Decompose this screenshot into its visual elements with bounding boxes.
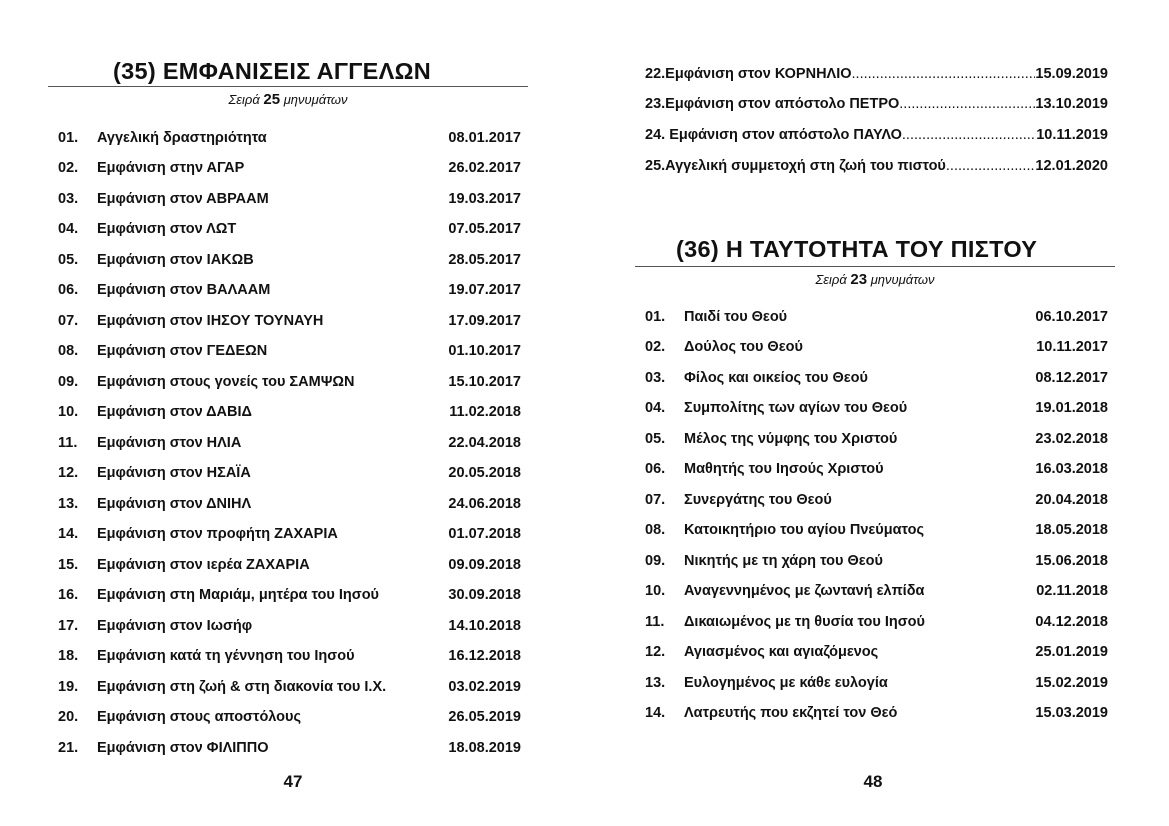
item-date: 28.05.2017	[448, 251, 521, 268]
item-date: 08.01.2017	[448, 129, 521, 146]
entries-list-35-continued	[645, 62, 1108, 186]
item-date: 20.05.2018	[448, 465, 521, 482]
list-item	[58, 126, 521, 150]
list-item	[58, 736, 521, 760]
item-title: Εμφάνιση στον ΔΝΙΗΛ	[97, 495, 252, 512]
item-title: Συμπολίτης των αγίων του Θεού	[684, 400, 908, 417]
item-date: 19.03.2017	[448, 190, 521, 207]
item-title: Αγγελική συμμετοχή στη ζωή του πιστού	[665, 157, 946, 174]
item-date: 15.02.2019	[1035, 674, 1108, 691]
item-date: 08.12.2017	[1035, 369, 1108, 386]
item-title: Εμφάνιση στον ΦΙΛΙΠΠΟ	[97, 739, 269, 756]
item-number: 15.	[58, 556, 79, 573]
item-title: Εμφάνιση στον ΑΒΡΑΑΜ	[97, 190, 269, 207]
item-title: Αγγελική δραστηριότητα	[97, 129, 267, 146]
leader-dots	[852, 67, 1036, 82]
item-title: Εμφάνιση στον απόστολο ΠΕΤΡΟ	[665, 96, 900, 113]
item-title: Εμφάνιση στην ΑΓΑΡ	[97, 160, 245, 177]
item-number: 12.	[645, 644, 666, 661]
list-item	[645, 488, 1108, 512]
item-number: 08.	[58, 343, 79, 360]
list-item	[645, 336, 1108, 360]
list-item	[58, 157, 521, 181]
item-number: 05.	[645, 430, 666, 447]
item-title: Παιδί του Θεού	[684, 308, 788, 325]
list-item	[58, 309, 521, 333]
item-number: 24.	[645, 127, 666, 144]
list-item	[58, 340, 521, 364]
leader-dots	[899, 97, 1035, 112]
item-title: Εμφάνιση στον ΚΟΡΝΗΛΙΟ	[665, 65, 852, 82]
series-number: 23	[850, 271, 868, 288]
item-number: 17.	[58, 617, 79, 634]
item-number: 06.	[58, 282, 79, 299]
item-title: Δούλος του Θεού	[684, 339, 803, 356]
page-48	[585, 0, 1169, 826]
item-number: 10.	[58, 404, 79, 421]
series-count	[635, 271, 1115, 288]
item-date: 15.09.2019	[1035, 65, 1108, 82]
list-item	[645, 305, 1108, 329]
list-item	[645, 580, 1108, 604]
entries-list-36	[645, 305, 1108, 735]
item-title: Νικητής με τη χάρη του Θεού	[684, 552, 883, 569]
item-number: 20.	[58, 709, 79, 726]
item-title: Εμφάνιση στον ΙΗΣΟΥ ΤΟΥΝΑΥΗ	[97, 312, 324, 329]
list-item	[645, 671, 1108, 695]
series-suffix: μηνυμάτων	[870, 272, 935, 287]
entries-list-35	[58, 126, 521, 756]
item-number: 03.	[645, 369, 666, 386]
item-title: Ευλογημένος με κάθε ευλογία	[684, 674, 888, 691]
item-title: Εμφάνιση στη ζωή & στη διακονία του Ι.Χ.	[97, 678, 387, 695]
item-number: 11.	[58, 434, 78, 451]
item-number: 06.	[645, 461, 666, 478]
item-title: Εμφάνιση κατά τη γέννηση του Ιησού	[97, 648, 355, 665]
item-date: 26.05.2019	[448, 709, 521, 726]
item-date: 15.03.2019	[1035, 705, 1108, 722]
item-title: Αγιασμένος και αγιαζόμενος	[684, 644, 879, 661]
list-item	[645, 123, 1108, 147]
list-item	[58, 279, 521, 303]
list-item	[58, 187, 521, 211]
title-underline	[635, 266, 1115, 267]
item-title: Μαθητής του Ιησούς Χριστού	[684, 461, 884, 478]
item-date: 15.10.2017	[448, 373, 521, 390]
item-title: Δικαιωμένος με τη θυσία του Ιησού	[684, 613, 925, 630]
list-item	[58, 523, 521, 547]
item-date: 30.09.2018	[448, 587, 521, 604]
page-number: 47	[283, 772, 303, 791]
item-date: 09.09.2018	[448, 556, 521, 573]
item-date: 18.05.2018	[1035, 522, 1108, 539]
item-number: 14.	[58, 526, 79, 543]
list-item	[645, 549, 1108, 573]
list-item	[645, 397, 1108, 421]
item-number: 03.	[58, 190, 79, 207]
item-number: 18.	[58, 648, 79, 665]
item-date: 03.02.2019	[448, 678, 521, 695]
list-item	[58, 218, 521, 242]
item-number: 11.	[645, 613, 665, 630]
item-date: 16.12.2018	[448, 648, 521, 665]
page-47	[0, 0, 584, 826]
list-item	[58, 614, 521, 638]
item-date: 19.01.2018	[1035, 400, 1108, 417]
list-item	[58, 553, 521, 577]
item-number: 02.	[58, 160, 79, 177]
item-number: 05.	[58, 251, 79, 268]
item-number: 13.	[58, 495, 79, 512]
list-item	[58, 675, 521, 699]
list-item	[58, 431, 521, 455]
item-title: Εμφάνιση στους γονείς του ΣΑΜΨΩΝ	[97, 373, 355, 390]
item-title: Εμφάνιση στον ΗΣΑΪΑ	[97, 465, 251, 482]
title-underline	[48, 86, 528, 87]
leader-dots	[946, 159, 1036, 174]
list-item	[58, 645, 521, 669]
series-count	[48, 91, 528, 108]
item-title: Κατοικητήριο του αγίου Πνεύματος	[684, 522, 924, 539]
series-prefix: Σειρά	[815, 272, 847, 287]
list-item	[645, 154, 1108, 178]
item-date: 14.10.2018	[448, 617, 521, 634]
list-item	[645, 702, 1108, 726]
item-date: 22.04.2018	[448, 434, 521, 451]
item-number: 23.	[645, 96, 666, 113]
item-number: 13.	[645, 674, 666, 691]
list-item	[645, 62, 1108, 86]
list-item	[58, 248, 521, 272]
item-number: 07.	[58, 312, 79, 329]
item-title: Εμφάνιση στη Μαριάμ, μητέρα του Ιησού	[97, 587, 379, 604]
item-number: 10.	[645, 583, 666, 600]
list-item	[58, 706, 521, 730]
list-item	[645, 93, 1108, 117]
item-title: Εμφάνιση στον προφήτη ΖΑΧΑΡΙΑ	[97, 526, 338, 543]
item-number: 04.	[58, 221, 79, 238]
item-title: Εμφάνιση στον Ιωσήφ	[97, 617, 253, 634]
list-item	[58, 462, 521, 486]
section-title-35: (35) ΕΜΦΑΝΙΣΕΙΣ ΑΓΓΕΛΩΝ	[113, 58, 432, 84]
item-title: Αναγεννημένος με ζωντανή ελπίδα	[684, 583, 925, 600]
item-date: 16.03.2018	[1035, 461, 1108, 478]
item-date: 11.02.2018	[449, 404, 521, 421]
list-item	[645, 641, 1108, 665]
item-title: Λατρευτής που εκζητεί τον Θεό	[684, 705, 898, 722]
item-title: Εμφάνιση στον ΓΕΔΕΩΝ	[97, 343, 268, 360]
item-date: 02.11.2018	[1036, 583, 1108, 600]
list-item	[645, 427, 1108, 451]
item-date: 10.11.2019	[1036, 127, 1108, 144]
series-prefix: Σειρά	[228, 92, 260, 107]
item-title: Εμφάνιση στον ΛΩΤ	[97, 221, 237, 238]
item-number: 09.	[645, 552, 666, 569]
item-number: 01.	[58, 129, 79, 146]
item-date: 25.01.2019	[1035, 644, 1108, 661]
item-number: 19.	[58, 678, 79, 695]
list-item	[58, 584, 521, 608]
item-date: 26.02.2017	[448, 160, 521, 177]
item-date: 07.05.2017	[448, 221, 521, 238]
item-title: Εμφάνιση στον ΒΑΛΑΑΜ	[97, 282, 271, 299]
list-item	[58, 370, 521, 394]
item-number: 01.	[645, 308, 666, 325]
item-date: 17.09.2017	[448, 312, 521, 329]
item-number: 21.	[58, 739, 79, 756]
item-title: Εμφάνιση στον ΗΛΙΑ	[97, 434, 242, 451]
item-date: 04.12.2018	[1035, 613, 1108, 630]
item-number: 25.	[645, 157, 666, 174]
leader-dots	[902, 128, 1036, 143]
item-title: Φίλος και οικείος του Θεού	[684, 369, 868, 386]
series-suffix: μηνυμάτων	[283, 92, 348, 107]
item-date: 23.02.2018	[1035, 430, 1108, 447]
item-title: Εμφάνιση στον ιερέα ΖΑΧΑΡΙΑ	[97, 556, 310, 573]
series-number: 25	[263, 91, 281, 108]
item-date: 15.06.2018	[1035, 552, 1108, 569]
item-title: Μέλος της νύμφης του Χριστού	[684, 430, 898, 447]
item-number: 22.	[645, 65, 666, 82]
item-number: 14.	[645, 705, 666, 722]
item-date: 01.07.2018	[448, 526, 521, 543]
item-number: 08.	[645, 522, 666, 539]
item-date: 10.11.2017	[1036, 339, 1108, 356]
item-date: 13.10.2019	[1035, 96, 1108, 113]
item-date: 12.01.2020	[1035, 157, 1108, 174]
item-number: 12.	[58, 465, 79, 482]
section-title-36: (36) Η ΤΑΥΤΟΤΗΤΑ ΤΟΥ ΠΙΣΤΟΥ	[676, 236, 1038, 262]
item-date: 19.07.2017	[448, 282, 521, 299]
item-title: Συνεργάτης του Θεού	[684, 491, 832, 508]
list-item	[58, 401, 521, 425]
list-item	[645, 458, 1108, 482]
item-number: 07.	[645, 491, 666, 508]
item-date: 18.08.2019	[448, 739, 521, 756]
item-title: Εμφάνιση στον ΔΑΒΙΔ	[97, 404, 252, 421]
item-title: Εμφάνιση στους αποστόλους	[97, 709, 302, 726]
list-item	[645, 519, 1108, 543]
item-number: 16.	[58, 587, 79, 604]
list-item	[645, 366, 1108, 390]
item-number: 02.	[645, 339, 666, 356]
item-date: 01.10.2017	[448, 343, 521, 360]
page-number: 48	[863, 772, 883, 791]
item-date: 20.04.2018	[1035, 491, 1108, 508]
item-number: 04.	[645, 400, 666, 417]
item-title: Εμφάνιση στον απόστολο ΠΑΥΛΟ	[665, 127, 902, 144]
item-date: 06.10.2017	[1035, 308, 1108, 325]
item-number: 09.	[58, 373, 79, 390]
list-item	[645, 610, 1108, 634]
item-date: 24.06.2018	[448, 495, 521, 512]
list-item	[58, 492, 521, 516]
item-title: Εμφάνιση στον ΙΑΚΩΒ	[97, 251, 254, 268]
